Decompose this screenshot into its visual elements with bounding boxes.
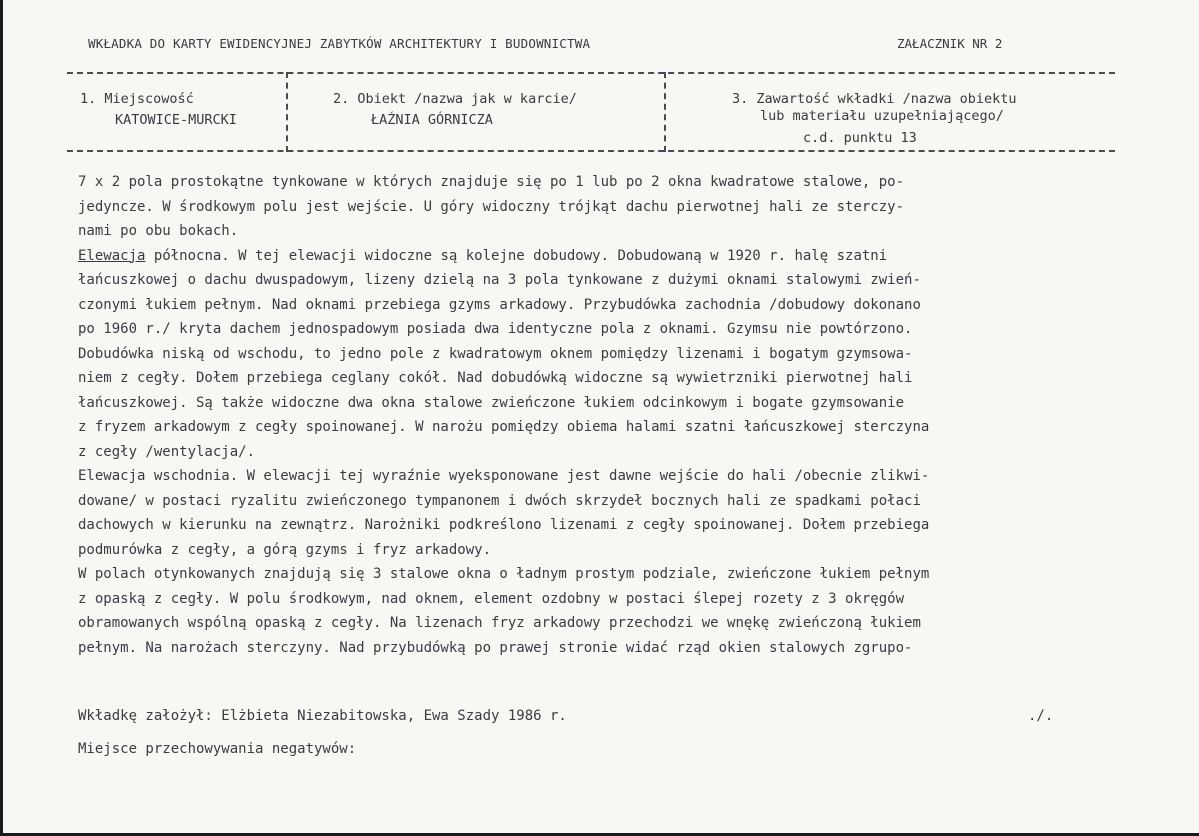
text-line-rest: północna. W tej elewacji widoczne są kolejne dobudowy. Dobudowaną w 1920 r. halę szatni — [145, 247, 888, 264]
description-text — [78, 170, 1138, 660]
text-line: niem z cegły. Dołem przebiega ceglany cokół. Nad dobudówką widoczne są wywietrzniki pierwotnej hali — [78, 370, 913, 386]
text-line: Dobudówka niską od wschodu, to jedno pole z kwadratowym oknem pomiędzy lizenami i bogatym gzymsowa- — [78, 345, 913, 362]
continued-mark: ./. — [1028, 708, 1054, 724]
text-line: z cegły /wentylacja/. — [78, 443, 256, 460]
text-line: z opaską z cegły. W polu środkowym, nad oknem, element ozdobny w postaci ślepej rozety z 3 okręgów — [78, 590, 905, 607]
text-line: pełnym. Na narożach sterczyny. Nad przybudówką po prawej stronie widać rząd okien stalowych zgrupo- — [78, 639, 913, 656]
text-line: 7 x 2 pola prostokątne tynkowane w których znajduje się po 1 lub po 2 okna kwadratowe stalowe, po- — [78, 174, 905, 190]
content-label-line-1: 3. Zawartość wkładki /nazwa obiektu — [732, 91, 1017, 107]
text-line: podmurówka z cegły, a górą gzyms i fryz arkadowy. — [78, 541, 492, 558]
text-line: Elewacja wschodnia. W elewacji tej wyraźnie wyeksponowane jest dawne wejście do hali /obecnie zlikwi- — [78, 468, 930, 484]
divider-top — [67, 72, 1115, 74]
column-separator-2 — [664, 72, 666, 152]
text-line: łańcuszkowej. Są także widoczne dwa okna stalowe zwieńczone łukiem odcinkowym i bogate gzymsowanie — [78, 394, 905, 411]
locality-label: 1. Miejscowość — [80, 91, 194, 107]
divider-bottom — [67, 150, 1115, 152]
author-line: Wkładkę założył: Elżbieta Niezabitowska, Ewa Szady 1986 r. — [78, 708, 567, 724]
text-line: łańcuszkowej o dachu dwuspadowym, lizeny dzielą na 3 pola tynkowane z dużymi oknami stalowymi zwień- — [78, 272, 921, 288]
scan-edge-left — [0, 0, 3, 836]
content-value: c.d. punktu 13 — [803, 130, 917, 146]
text-line-elevation-north — [78, 244, 1138, 269]
text-line: W polach otynkowanych znajdują się 3 stalowe okna o ładnym prostym podziale, zwieńczone łukiem pełnym — [78, 566, 930, 582]
text-line: czonymi łukiem pełnym. Nad oknami przebiega gzyms arkadowy. Przybudówka zachodnia /dobudowy dokonano — [78, 296, 921, 313]
locality-value: KATOWICE-MURCKI — [115, 112, 237, 128]
object-value: ŁAŹNIA GÓRNICZA — [371, 112, 493, 128]
attachment-label: ZAŁACZNIK NR 2 — [897, 36, 1003, 51]
object-label: 2. Obiekt /nazwa jak w karcie/ — [333, 91, 577, 107]
text-line: z fryzem arkadowym z cegły spoinowanej. W narożu pomiędzy obiema halami szatni łańcuszkowej sterczyna — [78, 419, 930, 435]
heading-underlined: Elewacja — [78, 247, 146, 264]
document-title: WKŁADKA DO KARTY EWIDENCYJNEJ ZABYTKÓW ARCHITEKTURY I BUDOWNICTWA — [88, 36, 591, 51]
text-line: nami po obu bokach. — [78, 223, 239, 239]
text-line: jedyncze. W środkowym polu jest wejście. U góry widoczny trójkąt dachu pierwotnej hali ze sterczy- — [78, 198, 905, 215]
text-line: po 1960 r./ kryta dachem jednospadowym posiada dwa identyczne pola z oknami. Gzymsu nie powtórzono. — [78, 321, 913, 337]
text-line: obramowanych wspólną opaską z cegły. Na lizenach fryz arkadowy przechodzi we wnękę zwieńczoną łukiem — [78, 615, 921, 631]
negatives-location-label: Miejsce przechowywania negatywów: — [78, 741, 357, 757]
text-line: dowane/ w postaci ryzalitu zwieńczonego tympanonem i dwóch skrzydeł bocznych hali ze spadkami połaci — [78, 492, 921, 509]
text-line: dachowych w kierunku na zewnątrz. Narożniki podkreślono lizenami z cegły spoinowanej. Dołem przebiega — [78, 517, 930, 533]
column-separator-1 — [286, 72, 288, 152]
content-label-line-2: lub materiału uzupełniającego/ — [760, 108, 1004, 124]
